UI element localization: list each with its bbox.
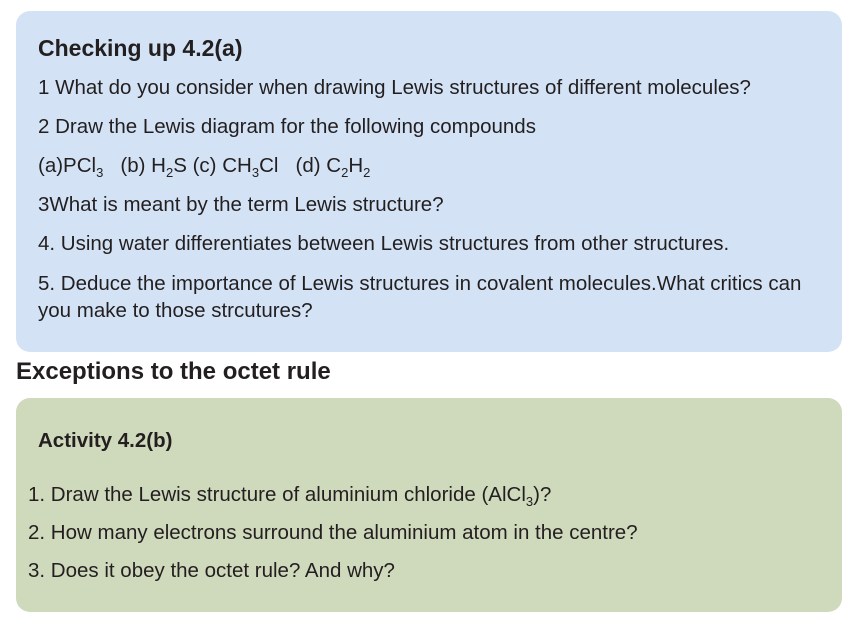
checking-up-box (16, 11, 842, 352)
question-1: 1 What do you consider when drawing Lewis structures of different molecules? (38, 76, 751, 99)
question-5: 5. Deduce the importance of Lewis structures in covalent molecules.What critics can you make to those strcutures? (38, 272, 802, 322)
question-3: 3What is meant by the term Lewis structure? (38, 193, 444, 216)
activity-box (16, 398, 842, 612)
compound-c: (c) $CH_3Cl$ (192, 154, 279, 180)
question-2: 2 Draw the Lewis diagram for the following compounds (38, 115, 536, 138)
checking-up-title: Checking up 4.2(a) (38, 35, 243, 61)
compound-d: (d) $C_2H_2$ (295, 154, 371, 180)
section-heading: Exceptions to the octet rule (16, 358, 331, 385)
compound-b: (b) $H_2S$ (120, 154, 187, 180)
activity-item-2: 2. How many electrons surround the aluminium atom in the centre? (28, 521, 638, 544)
compound-a: (a)PCl$_3$ (38, 154, 104, 180)
activity-item-1: 1. Draw the Lewis structure of aluminium chloride (AlCl$_3$)? (28, 483, 552, 509)
activity-item-3: 3. Does it obey the octet rule? And why? (28, 559, 395, 582)
activity-title: Activity 4.2(b) (38, 429, 173, 452)
question-4: 4. Using water differentiates between Lewis structures from other structures. (38, 232, 730, 255)
compound-list (38, 153, 822, 179)
